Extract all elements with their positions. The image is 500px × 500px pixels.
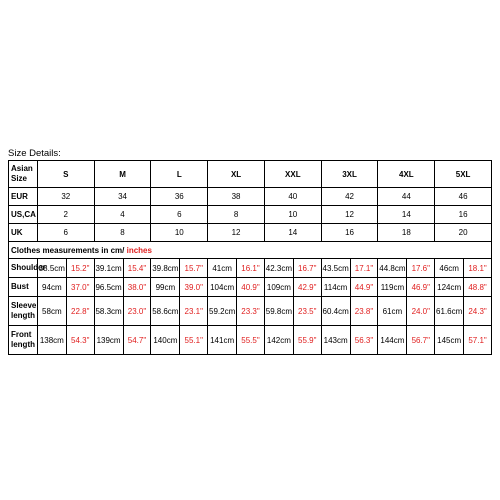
measurement-inch: 23.5" (293, 297, 321, 326)
measurement-inch: 56.7" (407, 326, 435, 355)
measurement-inch: 15.2" (66, 259, 94, 278)
measurement-row (9, 278, 492, 297)
conversion-value: 2 (37, 206, 94, 224)
measurement-cm: 145cm (435, 326, 464, 355)
measurement-cm: 144cm (378, 326, 407, 355)
conversion-label: EUR (9, 188, 38, 206)
measurement-cm: 61.6cm (435, 297, 464, 326)
measurement-inch: 40.9" (237, 278, 265, 297)
size-chart-table (8, 160, 492, 355)
measurement-cm: 39.1cm (94, 259, 123, 278)
measurement-inch: 54.3" (66, 326, 94, 355)
measurement-inch: 16.7" (293, 259, 321, 278)
measurement-cm: 141cm (208, 326, 237, 355)
measurement-cm: 124cm (435, 278, 464, 297)
measurement-inch: 22.8" (66, 297, 94, 326)
conversion-value: 6 (151, 206, 208, 224)
size-details-title: Size Details: (8, 148, 61, 159)
note-text: Clothes measurements in cm/ (11, 245, 127, 255)
measurement-cm: 43.5cm (321, 259, 350, 278)
measurement-cm: 38.5cm (37, 259, 66, 278)
measurement-inch: 57.1" (464, 326, 492, 355)
conversion-value: 10 (264, 206, 321, 224)
measurement-cm: 104cm (208, 278, 237, 297)
conversion-value: 8 (208, 206, 265, 224)
measurement-inch: 18.1" (464, 259, 492, 278)
measurement-note (9, 242, 492, 259)
measurement-cm: 41cm (208, 259, 237, 278)
measurement-cm: 109cm (264, 278, 293, 297)
measurement-cm: 44.8cm (378, 259, 407, 278)
measurement-inch: 17.6" (407, 259, 435, 278)
conversion-value: 12 (208, 224, 265, 242)
measurement-inch: 23.8" (350, 297, 378, 326)
measurement-inch: 55.9" (293, 326, 321, 355)
size-header-cell: XXL (264, 161, 321, 188)
measurement-cm: 138cm (37, 326, 66, 355)
measurement-inch: 15.4" (123, 259, 151, 278)
size-header-cell: S (37, 161, 94, 188)
measurement-label: Front length (9, 326, 38, 355)
conversion-value: 18 (378, 224, 435, 242)
measurement-cm: 42.3cm (264, 259, 293, 278)
measurement-cm: 61cm (378, 297, 407, 326)
measurement-inch: 16.1" (237, 259, 265, 278)
measurement-note-row (9, 242, 492, 259)
conversion-value: 10 (151, 224, 208, 242)
measurement-inch: 23.3" (237, 297, 265, 326)
conversion-value: 4 (94, 206, 151, 224)
measurement-inch: 23.0" (123, 297, 151, 326)
measurement-cm: 99cm (151, 278, 180, 297)
measurement-cm: 39.8cm (151, 259, 180, 278)
measurement-inch: 15.7" (180, 259, 208, 278)
conversion-value: 42 (321, 188, 378, 206)
conversion-value: 38 (208, 188, 265, 206)
measurement-cm: 139cm (94, 326, 123, 355)
measurement-inch: 55.5" (237, 326, 265, 355)
measurement-cm: 119cm (378, 278, 407, 297)
conversion-value: 12 (321, 206, 378, 224)
size-header-cell: L (151, 161, 208, 188)
measurement-row (9, 259, 492, 278)
measurement-cm: 60.4cm (321, 297, 350, 326)
measurement-cm: 94cm (37, 278, 66, 297)
conversion-value: 46 (435, 188, 492, 206)
measurement-inch: 46.9" (407, 278, 435, 297)
conversion-row (9, 188, 492, 206)
conversion-value: 16 (321, 224, 378, 242)
measurement-inch: 23.1" (180, 297, 208, 326)
measurement-inch: 38.0" (123, 278, 151, 297)
conversion-row (9, 224, 492, 242)
measurement-inch: 56.3" (350, 326, 378, 355)
conversion-value: 16 (435, 206, 492, 224)
conversion-value: 14 (264, 224, 321, 242)
conversion-value: 8 (94, 224, 151, 242)
measurement-inch: 44.9" (350, 278, 378, 297)
asian-size-label: Asian Size (9, 161, 38, 188)
measurement-inch: 54.7" (123, 326, 151, 355)
measurement-cm: 114cm (321, 278, 350, 297)
header-row (9, 161, 492, 188)
measurement-cm: 58cm (37, 297, 66, 326)
conversion-value: 14 (378, 206, 435, 224)
size-header-cell: 5XL (435, 161, 492, 188)
conversion-label: US,CA (9, 206, 38, 224)
note-inches-highlight: inches (126, 245, 152, 255)
measurement-inch: 24.3" (464, 297, 492, 326)
measurement-label: Bust (9, 278, 38, 297)
measurement-cm: 58.3cm (94, 297, 123, 326)
conversion-row (9, 206, 492, 224)
size-header-cell: 4XL (378, 161, 435, 188)
measurement-inch: 55.1" (180, 326, 208, 355)
measurement-inch: 39.0" (180, 278, 208, 297)
measurement-cm: 59.8cm (264, 297, 293, 326)
measurement-inch: 17.1" (350, 259, 378, 278)
size-header-cell: 3XL (321, 161, 378, 188)
measurement-inch: 37.0" (66, 278, 94, 297)
measurement-inch: 24.0" (407, 297, 435, 326)
measurement-cm: 96.5cm (94, 278, 123, 297)
measurement-cm: 59.2cm (208, 297, 237, 326)
size-header-cell: XL (208, 161, 265, 188)
measurement-cm: 143cm (321, 326, 350, 355)
measurement-label: Sleeve length (9, 297, 38, 326)
measurement-cm: 58.6cm (151, 297, 180, 326)
conversion-value: 36 (151, 188, 208, 206)
measurement-cm: 142cm (264, 326, 293, 355)
conversion-value: 6 (37, 224, 94, 242)
measurement-row (9, 326, 492, 355)
conversion-value: 40 (264, 188, 321, 206)
measurement-row (9, 297, 492, 326)
measurement-cm: 140cm (151, 326, 180, 355)
size-header-cell: M (94, 161, 151, 188)
conversion-value: 34 (94, 188, 151, 206)
measurement-inch: 42.9" (293, 278, 321, 297)
conversion-value: 32 (37, 188, 94, 206)
conversion-label: UK (9, 224, 38, 242)
measurement-label: Shoulder (9, 259, 38, 278)
conversion-value: 20 (435, 224, 492, 242)
measurement-cm: 46cm (435, 259, 464, 278)
conversion-value: 44 (378, 188, 435, 206)
measurement-inch: 48.8" (464, 278, 492, 297)
